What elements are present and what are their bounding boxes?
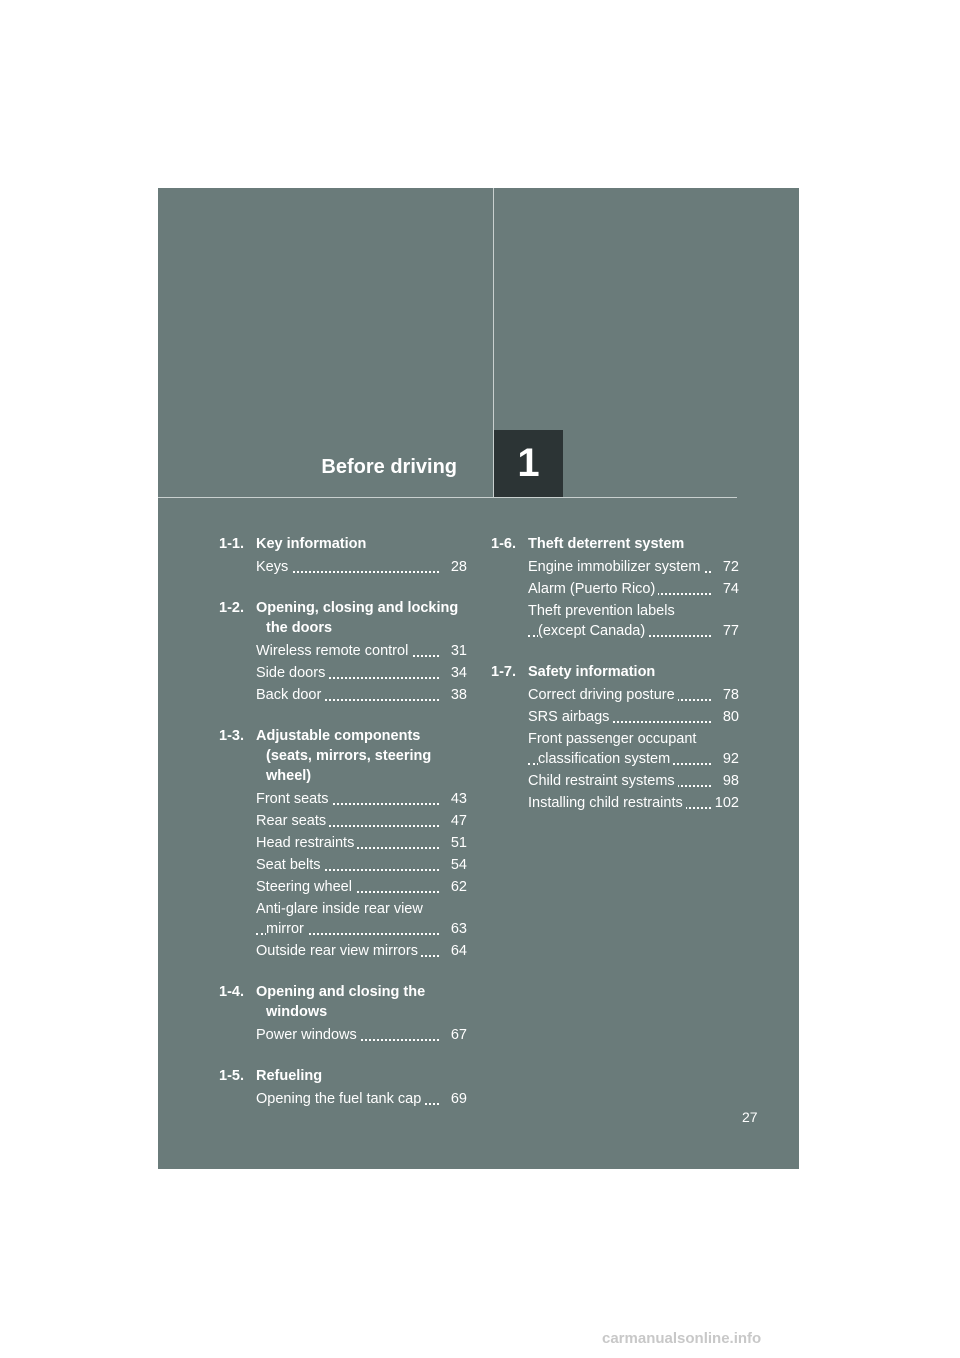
section-heading	[491, 662, 739, 682]
toc-entry[interactable]	[256, 833, 467, 853]
toc-entry[interactable]	[256, 877, 467, 897]
section-number: 1-4.	[219, 984, 244, 1000]
entry-label: Outside rear view mirrors	[256, 943, 421, 959]
toc-entry[interactable]	[528, 771, 739, 791]
section-title: Safety information	[528, 664, 656, 680]
entry-label: Front seats	[256, 791, 332, 807]
toc-entry[interactable]	[528, 579, 739, 599]
entry-label: Seat belts	[256, 857, 324, 873]
entry-page-number: 34	[450, 665, 467, 681]
section-number: 1-7.	[491, 664, 516, 680]
section-title: Key information	[256, 536, 367, 552]
toc-entry[interactable]	[256, 811, 467, 831]
entry-page-number: 43	[450, 791, 467, 807]
section-heading	[491, 534, 739, 554]
section-heading	[219, 982, 467, 1022]
entry-page-number: 102	[714, 795, 739, 811]
toc-entry[interactable]	[528, 557, 739, 577]
entry-page-number: 72	[722, 559, 739, 575]
toc-section	[219, 598, 467, 705]
toc-entry[interactable]	[528, 793, 739, 813]
section-number: 1-3.	[219, 728, 244, 744]
section-heading	[219, 598, 467, 638]
toc-entry[interactable]	[256, 1025, 467, 1045]
toc-entry[interactable]	[256, 557, 467, 577]
section-number: 1-1.	[219, 536, 244, 552]
chapter-title: Before driving	[321, 456, 457, 478]
toc-entry[interactable]	[256, 663, 467, 683]
horizontal-divider	[158, 497, 737, 498]
entry-page-number: 78	[722, 687, 739, 703]
entry-label: Front passenger occupant classification system	[528, 731, 697, 767]
toc-entry[interactable]	[256, 641, 467, 661]
entry-page-number: 77	[722, 623, 739, 639]
entry-page-number: 80	[722, 709, 739, 725]
entry-page-number: 92	[722, 751, 739, 767]
toc-entry[interactable]	[256, 1089, 467, 1109]
entry-label: Anti-glare inside rear view mirror	[256, 901, 423, 937]
entry-page-number: 69	[450, 1091, 467, 1107]
entry-page-number: 54	[450, 857, 467, 873]
toc-section	[491, 662, 739, 813]
entry-label: Correct driving posture	[528, 687, 678, 703]
section-heading	[219, 534, 467, 554]
entry-label: Steering wheel	[256, 879, 355, 895]
entry-page-number: 31	[450, 643, 467, 659]
section-title: Opening and closing the windows	[256, 984, 426, 1020]
entry-page-number: 63	[450, 921, 467, 937]
toc-entry[interactable]	[528, 601, 739, 641]
section-number: 1-6.	[491, 536, 516, 552]
entry-label: Opening the fuel tank cap	[256, 1091, 424, 1107]
toc-section	[219, 982, 467, 1045]
entry-label: Wireless remote control	[256, 643, 411, 659]
toc-column-left	[219, 534, 467, 1130]
entry-label: Engine immobilizer system	[528, 559, 703, 575]
toc-section	[491, 534, 739, 641]
section-title: Refueling	[256, 1068, 323, 1084]
section-heading	[219, 1066, 467, 1086]
toc-entry[interactable]	[528, 707, 739, 727]
toc-section	[219, 534, 467, 577]
entry-label: Child restraint systems	[528, 773, 678, 789]
entry-page-number: 98	[722, 773, 739, 789]
entry-label: Power windows	[256, 1027, 360, 1043]
entry-label: Head restraints	[256, 835, 357, 851]
entry-label: Back door	[256, 687, 324, 703]
toc-entry[interactable]	[256, 685, 467, 705]
entry-page-number: 74	[722, 581, 739, 597]
section-title: Theft deterrent system	[528, 536, 685, 552]
chapter-number-badge	[494, 430, 563, 497]
section-heading	[219, 726, 467, 786]
section-title: Adjustable components (seats, mirrors, steering wheel)	[256, 728, 432, 784]
entry-page-number: 51	[450, 835, 467, 851]
toc-section	[219, 726, 467, 961]
toc-column-right	[491, 534, 739, 834]
toc-entry[interactable]	[528, 685, 739, 705]
toc-entry[interactable]	[256, 941, 467, 961]
entry-label: Installing child restraints	[528, 795, 686, 811]
toc-entry[interactable]	[528, 729, 739, 769]
entry-label: Rear seats	[256, 813, 329, 829]
toc-section	[219, 1066, 467, 1109]
entry-label: Keys	[256, 559, 291, 575]
chapter-number: 1	[517, 441, 540, 485]
toc-entry[interactable]	[256, 855, 467, 875]
entry-page-number: 62	[450, 879, 467, 895]
section-number: 1-5.	[219, 1068, 244, 1084]
entry-label: Theft prevention labels (except Canada)	[528, 603, 675, 639]
entry-label: SRS airbags	[528, 709, 612, 725]
page-number: 27	[742, 1109, 758, 1125]
section-number: 1-2.	[219, 600, 244, 616]
entry-page-number: 38	[450, 687, 467, 703]
entry-label: Alarm (Puerto Rico)	[528, 581, 658, 597]
entry-label: Side doors	[256, 665, 328, 681]
watermark: carmanualsonline.info	[602, 1330, 762, 1347]
toc-entry[interactable]	[256, 789, 467, 809]
entry-page-number: 47	[450, 813, 467, 829]
toc-entry[interactable]	[256, 899, 467, 939]
entry-page-number: 28	[450, 559, 467, 575]
entry-page-number: 67	[450, 1027, 467, 1043]
section-title: Opening, closing and locking the doors	[256, 600, 459, 636]
entry-page-number: 64	[450, 943, 467, 959]
